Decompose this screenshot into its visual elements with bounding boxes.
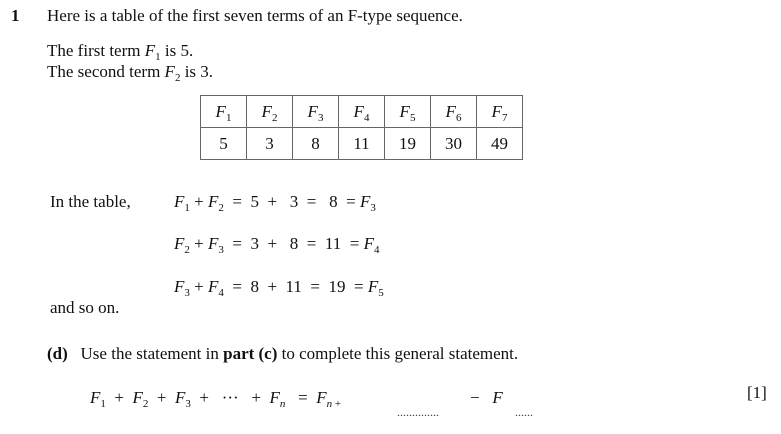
working-row-2: $F_2 + F_3 = 3 + 8 = 11 = F_4$: [174, 234, 380, 256]
working-label: In the table,: [50, 192, 131, 211]
table-header-row: [201, 96, 523, 128]
part-d-text-after: to complete this general statement.: [281, 344, 519, 363]
table-value-cell: 5: [201, 128, 247, 160]
table-header-cell: $F_1$: [201, 96, 247, 128]
table-value-cell: 11: [339, 128, 385, 160]
table-value-cell: 19: [385, 128, 431, 160]
table-value-cell: 49: [477, 128, 523, 160]
second-term-suffix: is 3.: [184, 62, 214, 81]
answer-blank-2[interactable]: ......: [515, 405, 533, 419]
table-header-cell: $F_2$: [247, 96, 293, 128]
table-header-cell: $F_7$: [477, 96, 523, 128]
general-statement: $F_1 + F_2 + F_3$ + ··· + $F_n = F_{n +}$: [90, 388, 342, 410]
answer-blank-1[interactable]: ..............: [397, 405, 439, 419]
first-term-suffix: is 5.: [164, 41, 194, 60]
working-rhs: = 8 + 11 = 19 =: [232, 277, 364, 296]
question-number: 1: [11, 6, 20, 25]
working-rhs: = 5 + 3 = 8 =: [232, 192, 356, 211]
part-d-label: (d): [47, 344, 68, 363]
working-row-3: $F_3 + F_4 = 8 + 11 = 19 = F_5$: [174, 277, 384, 299]
second-term-prefix: The second term: [47, 62, 161, 81]
table-value-row: [201, 128, 523, 160]
part-d-line: [47, 344, 518, 364]
table-header-cell: $F_5$: [385, 96, 431, 128]
and-so-on: and so on.: [50, 298, 120, 317]
working-rhs: = 3 + 8 = 11 =: [232, 234, 360, 253]
table-value-cell: 30: [431, 128, 477, 160]
table-value-cell: 3: [247, 128, 293, 160]
table-value-cell: 8: [293, 128, 339, 160]
part-d-text-before: Use the statement in: [80, 344, 219, 363]
first-term-prefix: The first term: [47, 41, 141, 60]
minus-term: − F: [470, 388, 503, 407]
table-header-cell: $F_3$: [293, 96, 339, 128]
table-header-cell: $F_6$: [431, 96, 477, 128]
second-term-line: The second term $F_2$ is 3.: [47, 62, 214, 84]
marks: [1]: [747, 383, 767, 402]
table-header-cell: $F_4$: [339, 96, 385, 128]
part-ref: part (c): [223, 344, 278, 363]
working-row-1: $F_1 + F_2 = 5 + 3 = 8 = F_3$: [174, 192, 376, 214]
first-term-line: The first term $F_1$ is 5.: [47, 41, 194, 63]
sequence-table: [200, 95, 523, 160]
question-intro: Here is a table of the first seven terms of an F-type sequence.: [47, 6, 463, 25]
